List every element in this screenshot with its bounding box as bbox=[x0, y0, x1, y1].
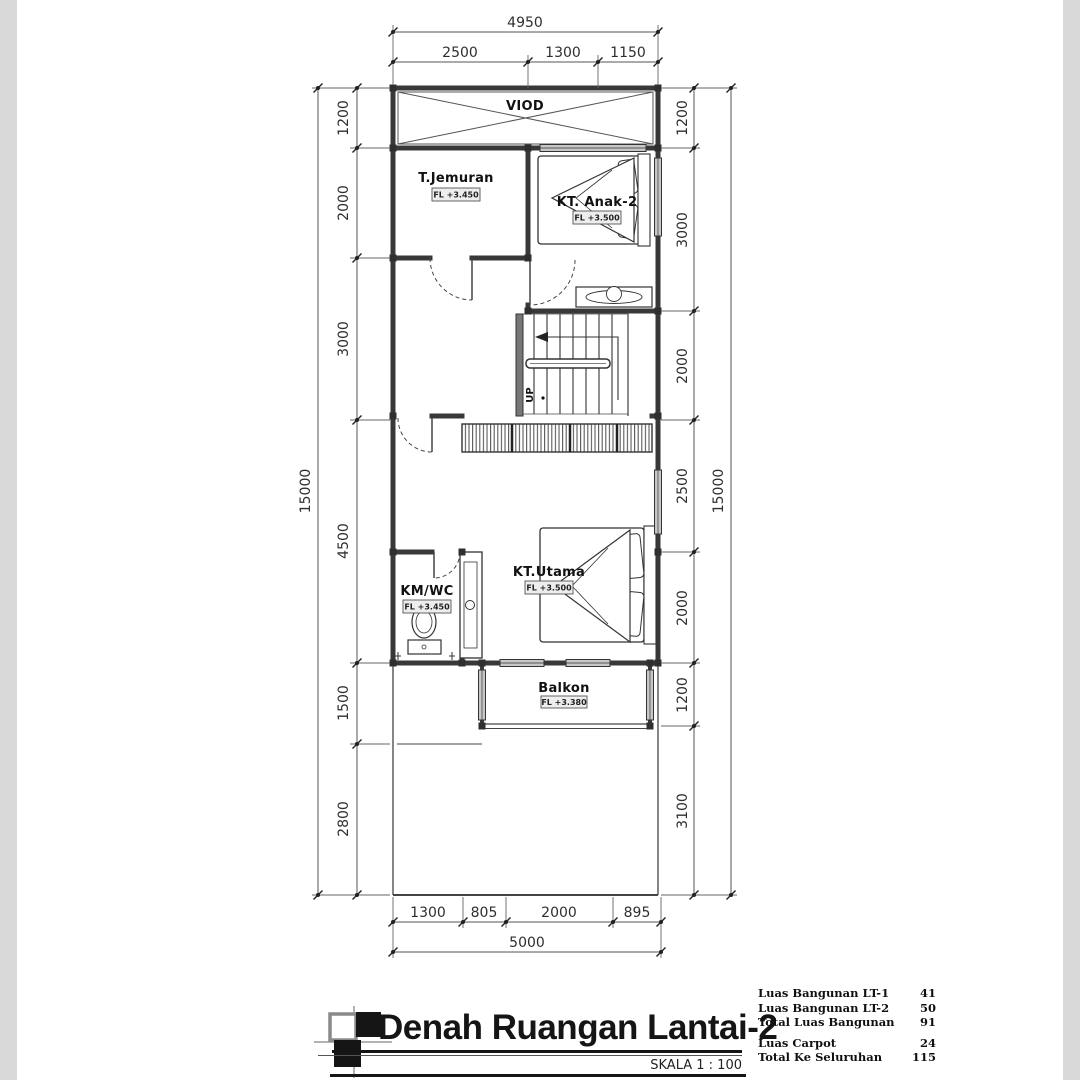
dimension-right bbox=[661, 84, 737, 900]
dim-left-5: 1500 bbox=[336, 685, 352, 721]
legend-label: Total Ke Seluruhan bbox=[758, 1050, 883, 1064]
dim-left-2: 2000 bbox=[336, 185, 352, 221]
dim-right-total: 15000 bbox=[711, 468, 727, 514]
drawing-title: Denah Ruangan Lantai-2 bbox=[378, 1008, 778, 1047]
toilet bbox=[395, 606, 455, 660]
legend-label: Total Luas Bangunan bbox=[758, 1015, 895, 1029]
dim-left-1: 1200 bbox=[336, 100, 352, 136]
legend-row bbox=[758, 1050, 936, 1065]
legend-value: 91 bbox=[919, 1015, 936, 1029]
room-anak-label: KT. Anak-2 bbox=[556, 195, 638, 210]
legend-label: Luas Carpot bbox=[758, 1035, 837, 1050]
dimension-bottom bbox=[389, 897, 666, 958]
room-utama-level: FL +3.500 bbox=[526, 583, 572, 593]
dim-right-7: 3100 bbox=[675, 793, 691, 829]
dim-left-3: 3000 bbox=[336, 321, 352, 357]
dim-right-4: 2500 bbox=[675, 468, 691, 504]
legend-value: 115 bbox=[911, 1050, 936, 1064]
dim-bottom-1: 1300 bbox=[410, 905, 446, 921]
room-anak-level: FL +3.500 bbox=[574, 213, 620, 223]
dim-bottom-2: 805 bbox=[470, 905, 498, 921]
dim-bottom-4: 895 bbox=[623, 905, 651, 921]
tap-icon bbox=[449, 652, 455, 660]
dim-left-6: 2800 bbox=[336, 801, 352, 837]
legend-row bbox=[758, 986, 936, 1001]
dim-right-2: 3000 bbox=[675, 212, 691, 248]
dim-left-4: 4500 bbox=[336, 523, 352, 559]
dim-top-3: 1150 bbox=[610, 45, 646, 61]
title-underline bbox=[332, 1050, 742, 1053]
tap-icon bbox=[395, 652, 401, 660]
room-jemuran-label: T.Jemuran bbox=[418, 171, 494, 186]
dim-left-total: 15000 bbox=[298, 468, 314, 514]
room-utama-label: KT.Utama bbox=[512, 565, 586, 580]
stair-up-label: UP bbox=[525, 387, 536, 403]
scale-label: SKALA 1 : 100 bbox=[650, 1058, 742, 1073]
dim-right-3: 2000 bbox=[675, 348, 691, 384]
desk bbox=[576, 287, 652, 308]
stairs bbox=[516, 314, 628, 416]
legend-label: Luas Bangunan LT-2 bbox=[758, 1000, 890, 1015]
legend-label: Luas Bangunan LT-1 bbox=[758, 986, 890, 1000]
legend-value: 50 bbox=[919, 1000, 936, 1015]
area-legend bbox=[758, 986, 936, 1065]
room-balkon-label: Balkon bbox=[538, 681, 590, 696]
dim-top-2: 1300 bbox=[545, 45, 581, 61]
room-kmwc-label: KM/WC bbox=[400, 584, 454, 599]
legend-row bbox=[758, 1001, 936, 1016]
room-kmwc-level: FL +3.450 bbox=[404, 602, 450, 612]
wardrobe bbox=[460, 552, 482, 658]
dimension-top bbox=[389, 15, 663, 88]
dimension-left bbox=[298, 84, 390, 900]
dim-bottom-3: 2000 bbox=[541, 905, 577, 921]
stair-direction-arrow bbox=[535, 332, 548, 342]
dim-bottom-total: 5000 bbox=[509, 935, 545, 951]
railing-hatch bbox=[462, 424, 652, 452]
dim-top-total: 4950 bbox=[507, 15, 543, 31]
legend-row bbox=[758, 1015, 936, 1030]
dim-top-1: 2500 bbox=[442, 45, 478, 61]
void-label: VIOD bbox=[506, 99, 544, 114]
room-balkon-level: FL +3.380 bbox=[541, 698, 587, 707]
room-jemuran-level: FL +3.450 bbox=[433, 190, 479, 200]
legend-value: 41 bbox=[919, 986, 936, 1000]
dim-right-6: 1200 bbox=[675, 677, 691, 713]
bottom-rule bbox=[330, 1074, 746, 1077]
legend-row bbox=[758, 1036, 936, 1051]
dim-right-1: 1200 bbox=[675, 100, 691, 136]
title-underline-thin bbox=[318, 1055, 742, 1056]
dim-right-5: 2000 bbox=[675, 590, 691, 626]
legend-value: 24 bbox=[919, 1035, 936, 1050]
